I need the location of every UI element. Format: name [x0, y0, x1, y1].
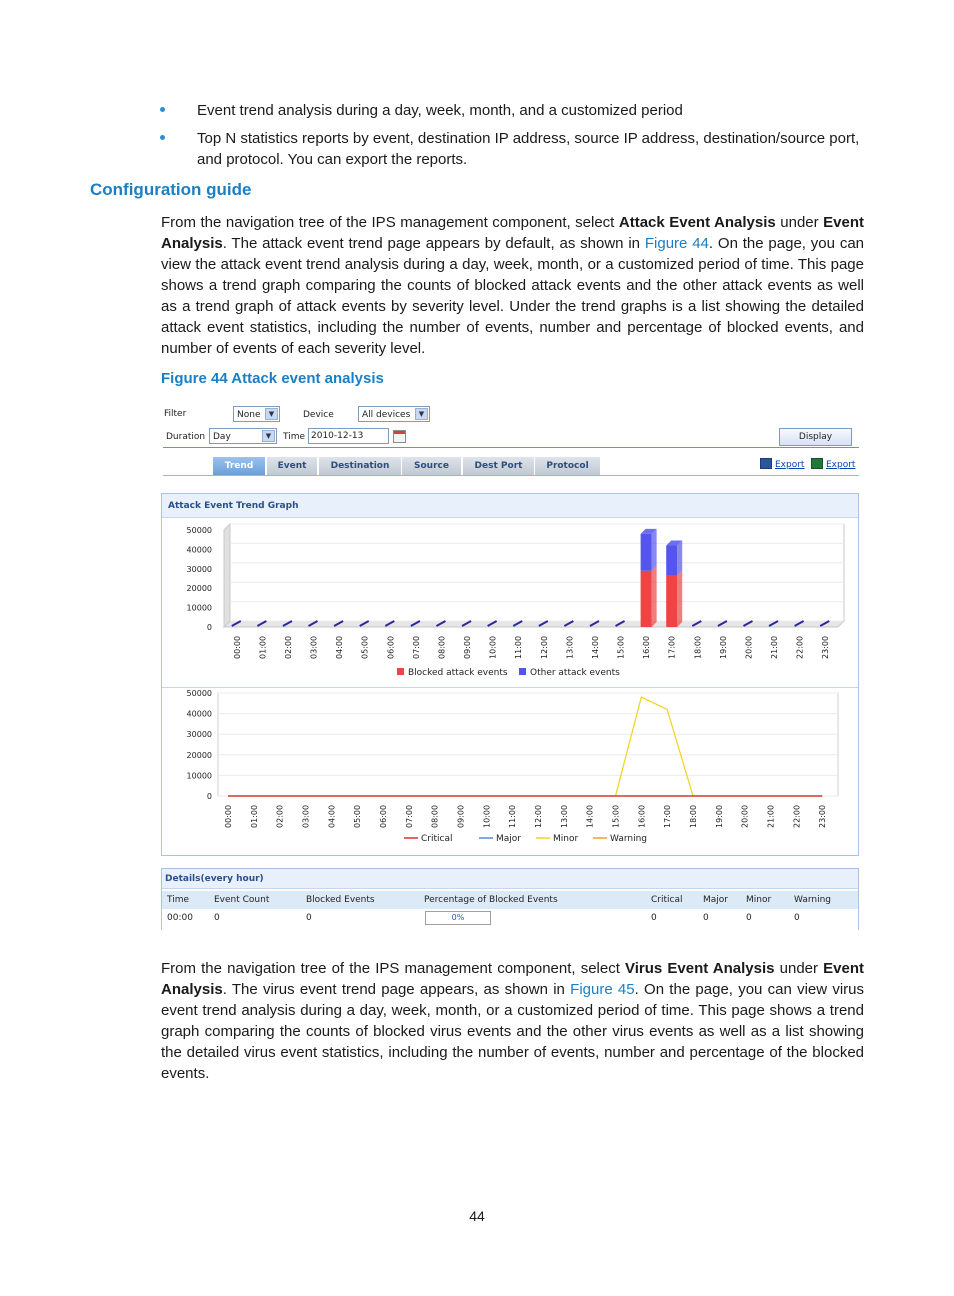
tab-event[interactable]: Event [267, 457, 318, 475]
x-tick-label: 08:00 [437, 635, 447, 659]
para-text: . On the page, you can view the attack event trend analysis during a day, week, month, or a customized period of time. This page shows a trend graph comparing the counts of blocked attack events and the other attack events as well as a trend graph of attack events by severity level. Under the trend graphs is a list showing the detailed attack event statistics, including the number of events, number and percentage of blocked events, and number of events of each severity level. [161, 235, 865, 357]
col-header: Blocked Events [306, 895, 375, 905]
col-header: Critical [651, 895, 683, 905]
x-tick-label: 02:00 [283, 635, 293, 659]
x-tick-label: 17:00 [663, 804, 673, 828]
x-tick-label: 22:00 [795, 635, 805, 659]
x-tick-label: 07:00 [404, 804, 414, 828]
chevron-down-icon: ▼ [265, 408, 278, 420]
details-table [161, 868, 859, 930]
x-tick-label: 04:00 [327, 804, 337, 828]
para-text: From the navigation tree of the IPS management component, select [161, 960, 626, 977]
col-header: Event Count [214, 895, 270, 905]
bar-segment [666, 546, 677, 576]
x-tick-label: 11:00 [508, 804, 518, 828]
col-header: Percentage of Blocked Events [424, 895, 558, 905]
x-tick-label: 03:00 [301, 804, 311, 828]
x-tick-label: 19:00 [714, 804, 724, 828]
x-tick-label: 07:00 [411, 635, 421, 659]
y-tick-label: 20000 [186, 584, 212, 594]
duration-value: Day [213, 432, 231, 442]
x-tick-label: 05:00 [360, 635, 370, 659]
bar-side [677, 571, 682, 627]
x-tick-label: 10:00 [482, 804, 492, 828]
x-tick-label: 18:00 [693, 635, 703, 659]
para-text: under [775, 214, 824, 231]
tab-baseline [163, 475, 859, 476]
legend-label: Minor [553, 834, 579, 844]
para-bold: Event Analysis [161, 960, 864, 998]
legend-label: Other attack events [530, 668, 620, 678]
bullet-text: Top N statistics reports by event, destination IP address, source IP address, destination/source port, and protocol. You can export the reports. [197, 130, 860, 168]
y-tick-label: 30000 [186, 730, 212, 740]
panel-title: Attack Event Trend Graph [162, 494, 858, 518]
bullet-dot [160, 135, 165, 140]
table-cell: 0 [794, 913, 800, 923]
x-tick-label: 06:00 [379, 804, 388, 828]
export-label: Export [775, 460, 805, 470]
x-tick-label: 21:00 [766, 804, 776, 828]
x-tick-label: 13:00 [559, 804, 569, 828]
x-tick-label: 11:00 [514, 635, 524, 659]
chevron-down-icon: ▼ [415, 408, 428, 420]
bullet-dot [160, 107, 165, 112]
y-tick-label: 50000 [186, 689, 212, 698]
x-tick-label: 00:00 [232, 635, 242, 659]
figure-link[interactable]: Figure 44 [644, 235, 709, 252]
legend-swatch [519, 668, 526, 675]
calendar-icon[interactable] [393, 430, 406, 443]
x-tick-label: 20:00 [740, 804, 750, 828]
trend-graph-panel [161, 493, 859, 856]
duration-select[interactable] [209, 428, 277, 444]
legend-label: Blocked attack events [408, 668, 508, 678]
table-cell: 0 [306, 913, 312, 923]
x-tick-label: 14:00 [585, 804, 595, 828]
x-tick-label: 09:00 [456, 804, 466, 828]
x-tick-label: 04:00 [335, 635, 345, 659]
device-value: All devices [362, 410, 411, 420]
bar-segment [666, 576, 677, 627]
x-tick-label: 23:00 [821, 635, 831, 659]
details-title: Details(every hour) [162, 868, 858, 889]
y-tick-label: 50000 [186, 526, 212, 535]
para-text: . The attack event trend page appears by default, as shown in [222, 235, 645, 252]
x-tick-label: 05:00 [353, 804, 363, 828]
figure-link[interactable]: Figure 45 [570, 981, 635, 998]
y-tick-label: 10000 [186, 603, 212, 613]
x-tick-label: 20:00 [744, 635, 754, 659]
export-excel-link[interactable] [811, 458, 855, 470]
x-tick-label: 18:00 [689, 804, 698, 828]
x-tick-label: 12:00 [539, 635, 549, 659]
x-tick-label: 10:00 [488, 635, 498, 659]
plot-back-wall [230, 524, 844, 621]
col-header: Warning [794, 895, 832, 905]
y-tick-label: 20000 [186, 750, 212, 760]
bullet-item [160, 100, 870, 121]
bullet-item [160, 128, 870, 170]
line-chart-svg [162, 688, 858, 854]
x-tick-label: 16:00 [642, 635, 652, 659]
x-tick-label: 12:00 [534, 804, 543, 828]
bar-segment [641, 534, 652, 571]
word-doc-icon [760, 458, 772, 469]
paragraph-attack [161, 212, 864, 359]
y-tick-label: 30000 [186, 564, 212, 574]
table-cell: 00:00 [167, 913, 193, 923]
plot-side-wall [224, 524, 230, 627]
blocked-vs-other-chart [162, 518, 858, 691]
excel-doc-icon [811, 458, 823, 469]
bullet-text: Event trend analysis during a day, week, month, and a customized period [197, 102, 683, 119]
tab-destination[interactable]: Destination [319, 457, 402, 475]
x-tick-label: 15:00 [611, 804, 621, 828]
table-cell: 0 [651, 913, 657, 923]
para-text: From the navigation tree of the IPS management component, select [161, 214, 619, 231]
x-tick-label: 14:00 [590, 635, 600, 659]
tab-protocol[interactable]: Protocol [535, 457, 601, 475]
y-tick-label: 0 [206, 623, 212, 632]
severity-chart [162, 688, 858, 857]
x-tick-label: 15:00 [616, 635, 626, 659]
x-tick-label: 13:00 [565, 635, 575, 659]
x-tick-label: 06:00 [386, 635, 396, 659]
paragraph-virus [161, 958, 864, 1084]
table-cell: 0 [746, 913, 752, 923]
legend-swatch [397, 668, 404, 675]
filter-value: None [237, 410, 261, 420]
export-label: Export [826, 460, 856, 470]
tab-source[interactable]: Source [402, 457, 462, 475]
col-header: Minor [746, 895, 772, 905]
bar-side [652, 529, 657, 571]
x-tick-label: 08:00 [430, 804, 440, 828]
device-select[interactable] [358, 406, 430, 422]
x-tick-label: 21:00 [770, 635, 780, 659]
x-tick-label: 09:00 [463, 635, 473, 659]
table-cell: 0 [214, 913, 220, 923]
para-bold: Virus Event Analysis [625, 960, 775, 977]
tab-trend[interactable]: Trend [213, 457, 266, 475]
section-heading: Configuration guide [90, 180, 252, 199]
ips-screenshot [161, 400, 861, 930]
percentage-bar: 0% [425, 911, 491, 925]
legend-label: Major [496, 834, 521, 844]
x-tick-label: 16:00 [637, 804, 647, 828]
x-tick-label: 22:00 [792, 804, 802, 828]
para-bold: Attack Event Analysis [618, 214, 776, 231]
y-tick-label: 40000 [186, 545, 212, 555]
figure-caption: Figure 44 Attack event analysis [161, 370, 384, 387]
col-header: Major [703, 895, 728, 905]
x-tick-label: 17:00 [667, 635, 677, 659]
chevron-down-icon: ▼ [262, 430, 275, 442]
export-word-link[interactable] [760, 458, 804, 470]
bar-chart-svg [162, 518, 858, 688]
x-tick-label: 19:00 [718, 635, 728, 659]
plot-area [218, 693, 838, 796]
tab-dest-port[interactable]: Dest Port [463, 457, 535, 475]
table-cell: 0 [703, 913, 709, 923]
legend-label: Warning [610, 834, 648, 844]
x-tick-label: 01:00 [249, 804, 259, 828]
divider [163, 447, 859, 448]
x-tick-label: 02:00 [275, 804, 285, 828]
time-label: Time [283, 432, 306, 442]
display-button[interactable]: Display [779, 428, 852, 446]
page-number: 44 [469, 1208, 485, 1224]
x-tick-label: 03:00 [309, 635, 319, 659]
bar-side [652, 566, 657, 627]
para-text: . On the page, you can view virus event trend analysis during a day, week, month, or a customized period of time. This page shows a trend graph comparing the counts of blocked virus events and the other virus events as well as a list showing the detailed virus event statistics, including the number of events, number and percentage of the blocked events. [161, 981, 865, 1082]
x-tick-label: 00:00 [224, 804, 233, 828]
filter-select[interactable] [233, 406, 280, 422]
filter-label: Filter [164, 409, 187, 419]
bar-segment [641, 571, 652, 627]
para-text: under [774, 960, 824, 977]
x-tick-label: 23:00 [818, 804, 828, 828]
x-tick-label: 01:00 [258, 635, 268, 659]
bar-side [677, 541, 682, 576]
para-bold: Event Analysis [161, 214, 864, 252]
y-tick-label: 0 [206, 792, 212, 801]
para-text: . The virus event trend page appears, as shown in [222, 981, 571, 998]
device-label: Device [303, 410, 334, 420]
col-header: Time [167, 895, 190, 905]
legend-label: Critical [421, 834, 453, 844]
time-input[interactable]: 2010-12-13 [308, 428, 389, 444]
duration-label: Duration [166, 432, 206, 442]
y-tick-label: 40000 [186, 709, 212, 719]
y-tick-label: 10000 [186, 771, 212, 781]
